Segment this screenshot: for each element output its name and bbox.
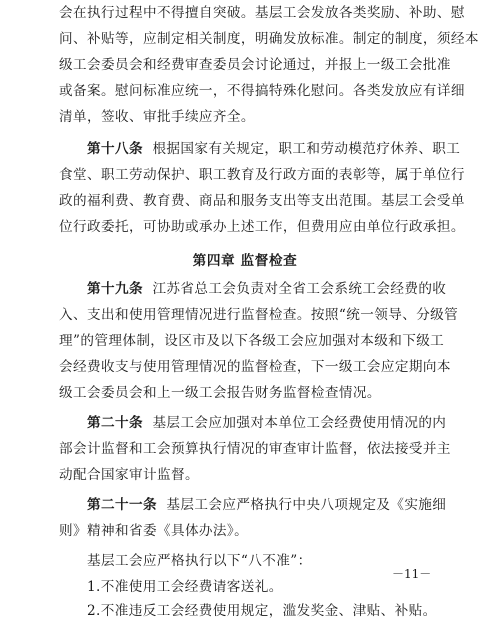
- paragraph-line: 入、支出和使用管理情况进行监督检查。按照“统一领导、分级管: [59, 307, 459, 323]
- article-21-first-line: [87, 496, 446, 514]
- chapter-heading: 第四章 监督检查: [192, 253, 298, 269]
- article-18-first-line: [87, 140, 460, 158]
- paragraph-line: 位行政委托，可协助或承办上述工作，但费用应由单位行政承担。: [59, 219, 465, 235]
- paragraph-line: 食堂、职工劳动保护、职工教育及行政方面的表彰等，属于单位行: [59, 167, 465, 183]
- list-item: 2.不准违反工会经费使用规定，滥发奖金、津贴、补贴。: [87, 603, 437, 619]
- paragraph-line: 级工会委员会和上一级工会报告财务监督检查情况。: [59, 385, 381, 401]
- paragraph-line: 部会计监督和工会预算执行情况的审查审计监督，依法接受并主: [59, 441, 451, 457]
- paragraph-line: 动配合国家审计监督。: [59, 467, 199, 483]
- paragraph-text: 根据国家有关规定，职工和劳动模范疗休养、职工: [152, 141, 461, 157]
- paragraph-line: 会经费收支与使用管理情况的监督检查，下一级工会应定期向本: [59, 359, 451, 375]
- list-item: 基层工会应严格执行以下“八不准”：: [87, 553, 312, 569]
- paragraph-line: 清单，签收、审批手续应齐全。: [59, 109, 255, 125]
- paragraph-text: 江苏省总工会负责对全省工会系统工会经费的收: [152, 281, 447, 297]
- paragraph-line: 问、补贴等，应制定相关制度，明确发放标准。制定的制度，须经本: [59, 31, 479, 47]
- paragraph-text: 基层工会应加强对本单位工会经费使用情况的内: [152, 415, 447, 431]
- article-19-first-line: [87, 280, 446, 298]
- article-18-heading: 第十八条: [87, 141, 143, 157]
- paragraph-line: 政的福利费、教育费、商品和服务支出等支出范围。基层工会受单: [59, 193, 465, 209]
- article-19-heading: 第十九条: [87, 281, 143, 297]
- article-21-heading: 第二十一条: [87, 497, 157, 513]
- paragraph-text: 基层工会应严格执行中央八项规定及《实施细: [166, 497, 447, 513]
- list-item: 1.不准使用工会经费请客送礼。: [87, 579, 283, 595]
- paragraph-line: 级工会委员会和经费审查委员会讨论通过，并报上一级工会批准: [59, 57, 451, 73]
- paragraph-line: 则》精神和省委《具体办法》。: [59, 523, 249, 539]
- page-number: －11－: [392, 567, 432, 581]
- article-20-heading: 第二十条: [87, 415, 143, 431]
- paragraph-line: 或备案。慰问标准应统一，不得搞特殊化慰问。各类发放应有详细: [59, 83, 465, 99]
- paragraph-line: 会在执行过程中不得擅自突破。基层工会发放各类奖励、补助、慰: [59, 5, 465, 21]
- paragraph-line: 理”的管理体制，设区市及以下各级工会应加强对本级和下级工: [59, 333, 445, 349]
- article-20-first-line: [87, 414, 446, 432]
